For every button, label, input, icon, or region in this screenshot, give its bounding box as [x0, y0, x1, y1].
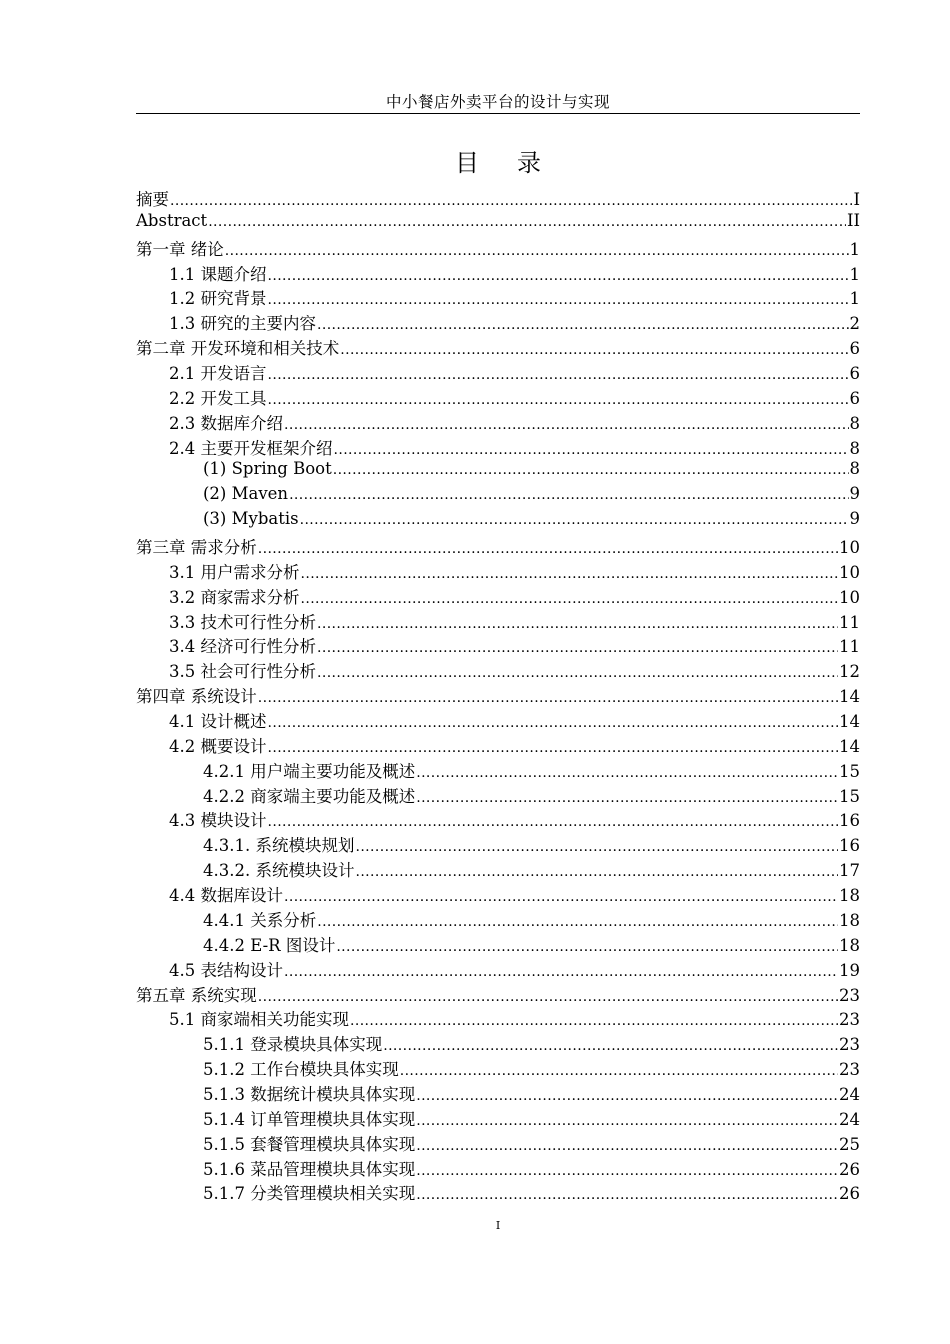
- toc-entry-page: 18: [839, 886, 860, 906]
- toc-entry-label: 4.3.1. 系统模块规划: [203, 836, 355, 856]
- toc-dot-leader: [416, 1088, 838, 1104]
- toc-entry[interactable]: [136, 410, 860, 435]
- toc-dot-leader: [268, 392, 849, 408]
- toc-entry-page: 10: [839, 587, 860, 607]
- toc-dot-leader: [383, 1038, 838, 1054]
- toc-entry[interactable]: [136, 435, 860, 460]
- page-number: I: [495, 1219, 501, 1232]
- toc-entry-page: 23: [839, 1010, 860, 1030]
- toc-entry[interactable]: [136, 957, 860, 982]
- toc-entry-label: (1) Spring Boot: [203, 459, 332, 479]
- toc-entry-page: 9: [849, 509, 860, 529]
- toc-entry-page: 2: [849, 314, 860, 334]
- toc-entry[interactable]: [136, 1056, 860, 1081]
- toc-dot-leader: [225, 243, 849, 259]
- toc-dot-leader: [317, 665, 838, 681]
- toc-entry[interactable]: [136, 907, 860, 932]
- toc-entry-page: 6: [849, 339, 860, 359]
- toc-entry[interactable]: [136, 261, 860, 286]
- toc-entry-label: 5.1 商家端相关功能实现: [169, 1010, 349, 1030]
- toc-entry[interactable]: [136, 1106, 860, 1131]
- toc-entry[interactable]: [136, 882, 860, 907]
- toc-entry-label: 5.1.6 菜品管理模块具体实现: [203, 1159, 416, 1179]
- toc-dot-leader: [334, 442, 849, 458]
- toc-entry[interactable]: [136, 683, 860, 708]
- toc-entry[interactable]: [136, 708, 860, 733]
- toc-entry-label: 1.3 研究的主要内容: [169, 314, 316, 334]
- toc-entry[interactable]: [136, 1131, 860, 1156]
- toc-entry-page: 18: [839, 910, 860, 930]
- toc-entry-page: 8: [849, 459, 860, 479]
- toc-entry[interactable]: [136, 609, 860, 634]
- toc-entry[interactable]: [136, 186, 860, 211]
- toc-dot-leader: [268, 292, 849, 308]
- toc-entry-label: 5.1.7 分类管理模块相关实现: [203, 1184, 416, 1204]
- toc-entry-label: 1.2 研究背景: [169, 289, 267, 309]
- toc-dot-leader: [208, 214, 846, 230]
- toc-entry-page: 23: [839, 985, 860, 1005]
- toc-dot-leader: [416, 765, 838, 781]
- toc-entry-label: 3.4 经济可行性分析: [169, 637, 316, 657]
- toc-dot-leader: [416, 1138, 838, 1154]
- toc-entry[interactable]: [136, 534, 860, 559]
- toc-entry-page: 16: [839, 836, 860, 856]
- toc-entry[interactable]: [136, 360, 860, 385]
- toc-entry-label: 4.1 设计概述: [169, 712, 267, 732]
- toc-entry-page: 14: [839, 712, 860, 732]
- toc-dot-leader: [268, 268, 849, 284]
- toc-entry-label: 第一章 绪论: [136, 239, 224, 259]
- toc-entry-label: 摘要: [136, 190, 169, 209]
- toc-dot-leader: [170, 193, 852, 209]
- toc-dot-leader: [355, 864, 838, 880]
- toc-dot-leader: [301, 566, 839, 582]
- toc-entry[interactable]: [136, 584, 860, 609]
- toc-entry-label: 2.3 数据库介绍: [169, 413, 283, 433]
- toc-entry-page: 23: [839, 1035, 860, 1055]
- toc-dot-leader: [268, 814, 839, 830]
- toc-dot-leader: [350, 1013, 838, 1029]
- toc-entry[interactable]: [136, 211, 860, 236]
- toc-entry-page: II: [846, 210, 860, 230]
- toc-entry[interactable]: [136, 459, 860, 484]
- toc-dot-leader: [333, 462, 849, 478]
- toc-entry[interactable]: [136, 1180, 860, 1205]
- toc-entry-page: 16: [839, 811, 860, 831]
- toc-entry[interactable]: [136, 335, 860, 360]
- toc-title: 目录: [455, 149, 579, 177]
- toc-entry[interactable]: [136, 1031, 860, 1056]
- toc-dot-leader: [300, 512, 849, 528]
- toc-dot-leader: [284, 417, 849, 433]
- toc-dot-leader: [268, 367, 849, 383]
- toc-entry-page: I: [853, 190, 860, 209]
- toc-entry-page: 6: [849, 364, 860, 384]
- toc-entry-page: 15: [839, 761, 860, 781]
- toc-entry-label: 第三章 需求分析: [136, 538, 257, 558]
- toc-entry-page: 14: [839, 736, 860, 756]
- toc-entry-label: 3.1 用户需求分析: [169, 562, 300, 582]
- toc-entry-page: 15: [839, 786, 860, 806]
- toc-dot-leader: [355, 839, 838, 855]
- toc-entry-label: 4.3 模块设计: [169, 811, 267, 831]
- toc-entry-page: 8: [849, 438, 860, 458]
- toc-entry-label: 2.1 开发语言: [169, 364, 267, 384]
- toc-entry[interactable]: [136, 832, 860, 857]
- toc-dot-leader: [317, 616, 838, 632]
- toc-entry-page: 14: [839, 687, 860, 707]
- toc-dot-leader: [400, 1063, 838, 1079]
- toc-entry-page: 26: [839, 1184, 860, 1204]
- toc-entry-label: 第四章 系统设计: [136, 687, 257, 707]
- toc-dot-leader: [416, 790, 838, 806]
- toc-dot-leader: [317, 914, 838, 930]
- toc-entry-label: 4.4.2 E-R 图设计: [203, 935, 336, 955]
- toc-entry[interactable]: [136, 733, 860, 758]
- toc-entry-label: 3.3 技术可行性分析: [169, 612, 316, 632]
- toc-entry[interactable]: [136, 1156, 860, 1181]
- toc-entry-label: 4.5 表结构设计: [169, 960, 283, 980]
- toc-entry[interactable]: [136, 807, 860, 832]
- toc-entry-label: 5.1.4 订单管理模块具体实现: [203, 1109, 416, 1129]
- toc-entry[interactable]: [136, 484, 860, 509]
- toc-dot-leader: [336, 939, 838, 955]
- toc-dot-leader: [416, 1187, 838, 1203]
- toc-entry-label: 1.1 课题介绍: [169, 264, 267, 284]
- toc-entry-page: 10: [839, 562, 860, 582]
- toc-entry-label: 3.2 商家需求分析: [169, 587, 300, 607]
- toc-entry[interactable]: [136, 982, 860, 1007]
- toc-entry[interactable]: [136, 1081, 860, 1106]
- toc-entry-page: 18: [839, 935, 860, 955]
- toc-entry-page: 11: [839, 612, 860, 632]
- toc-entry-label: 第二章 开发环境和相关技术: [136, 339, 340, 359]
- toc-entry-label: 4.3.2. 系统模块设计: [203, 861, 355, 881]
- toc-dot-leader: [284, 964, 838, 980]
- toc-entry-page: 1: [849, 239, 860, 259]
- toc-entry[interactable]: [136, 559, 860, 584]
- toc-entry[interactable]: [136, 758, 860, 783]
- header-rule: [136, 113, 860, 114]
- toc-entry[interactable]: [136, 310, 860, 335]
- toc-entry-label: 4.4 数据库设计: [169, 886, 283, 906]
- toc-dot-leader: [258, 541, 838, 557]
- toc-entry-page: 23: [839, 1060, 860, 1080]
- toc-entry[interactable]: [136, 857, 860, 882]
- toc-entry-page: 19: [839, 960, 860, 980]
- toc-entry-label: 5.1.2 工作台模块具体实现: [203, 1060, 399, 1080]
- toc-dot-leader: [340, 342, 848, 358]
- toc-entry-label: (3) Mybatis: [203, 509, 299, 529]
- toc-entry-label: 5.1.1 登录模块具体实现: [203, 1035, 383, 1055]
- toc-entry-page: 1: [849, 289, 860, 309]
- toc-entry[interactable]: [136, 658, 860, 683]
- toc-entry[interactable]: [136, 783, 860, 808]
- toc-entry-label: 4.2 概要设计: [169, 736, 267, 756]
- toc-entry[interactable]: [136, 285, 860, 310]
- running-header: 中小餐店外卖平台的设计与实现: [385, 93, 610, 111]
- toc-dot-leader: [317, 317, 849, 333]
- toc-entry-label: (2) Maven: [203, 484, 289, 504]
- toc-entry-label: Abstract: [136, 210, 208, 230]
- toc-entry-page: 25: [839, 1134, 860, 1154]
- toc-entry[interactable]: [136, 633, 860, 658]
- toc-entry-page: 9: [849, 484, 860, 504]
- toc-entry-page: 17: [839, 861, 860, 881]
- toc-dot-leader: [268, 715, 839, 731]
- toc-dot-leader: [289, 487, 848, 503]
- toc-dot-leader: [268, 740, 839, 756]
- toc-entry-page: 11: [839, 637, 860, 657]
- toc-dot-leader: [301, 591, 839, 607]
- toc-entry-label: 4.4.1 关系分析: [203, 910, 317, 930]
- toc-entry-label: 第五章 系统实现: [136, 985, 257, 1005]
- toc-entry-page: 26: [839, 1159, 860, 1179]
- toc-entry-label: 3.5 社会可行性分析: [169, 662, 316, 682]
- toc-dot-leader: [258, 989, 838, 1005]
- table-of-contents: [136, 186, 860, 1205]
- toc-entry-label: 5.1.3 数据统计模块具体实现: [203, 1084, 416, 1104]
- toc-entry-page: 12: [839, 662, 860, 682]
- toc-entry-page: 1: [849, 264, 860, 284]
- toc-entry-page: 8: [849, 413, 860, 433]
- toc-dot-leader: [416, 1163, 838, 1179]
- toc-entry[interactable]: [136, 236, 860, 261]
- toc-dot-leader: [317, 640, 838, 656]
- toc-entry-label: 2.4 主要开发框架介绍: [169, 438, 333, 458]
- toc-dot-leader: [284, 889, 838, 905]
- toc-entry-page: 10: [839, 538, 860, 558]
- toc-entry-label: 5.1.5 套餐管理模块具体实现: [203, 1134, 416, 1154]
- toc-entry-label: 4.2.2 商家端主要功能及概述: [203, 786, 416, 806]
- toc-entry-label: 4.2.1 用户端主要功能及概述: [203, 761, 416, 781]
- toc-entry[interactable]: [136, 932, 860, 957]
- toc-entry-page: 24: [839, 1084, 860, 1104]
- toc-entry[interactable]: [136, 509, 860, 534]
- toc-entry[interactable]: [136, 1006, 860, 1031]
- toc-entry-page: 6: [849, 388, 860, 408]
- toc-entry-page: 24: [839, 1109, 860, 1129]
- toc-dot-leader: [416, 1113, 838, 1129]
- toc-entry-label: 2.2 开发工具: [169, 388, 267, 408]
- toc-dot-leader: [258, 690, 838, 706]
- toc-entry[interactable]: [136, 385, 860, 410]
